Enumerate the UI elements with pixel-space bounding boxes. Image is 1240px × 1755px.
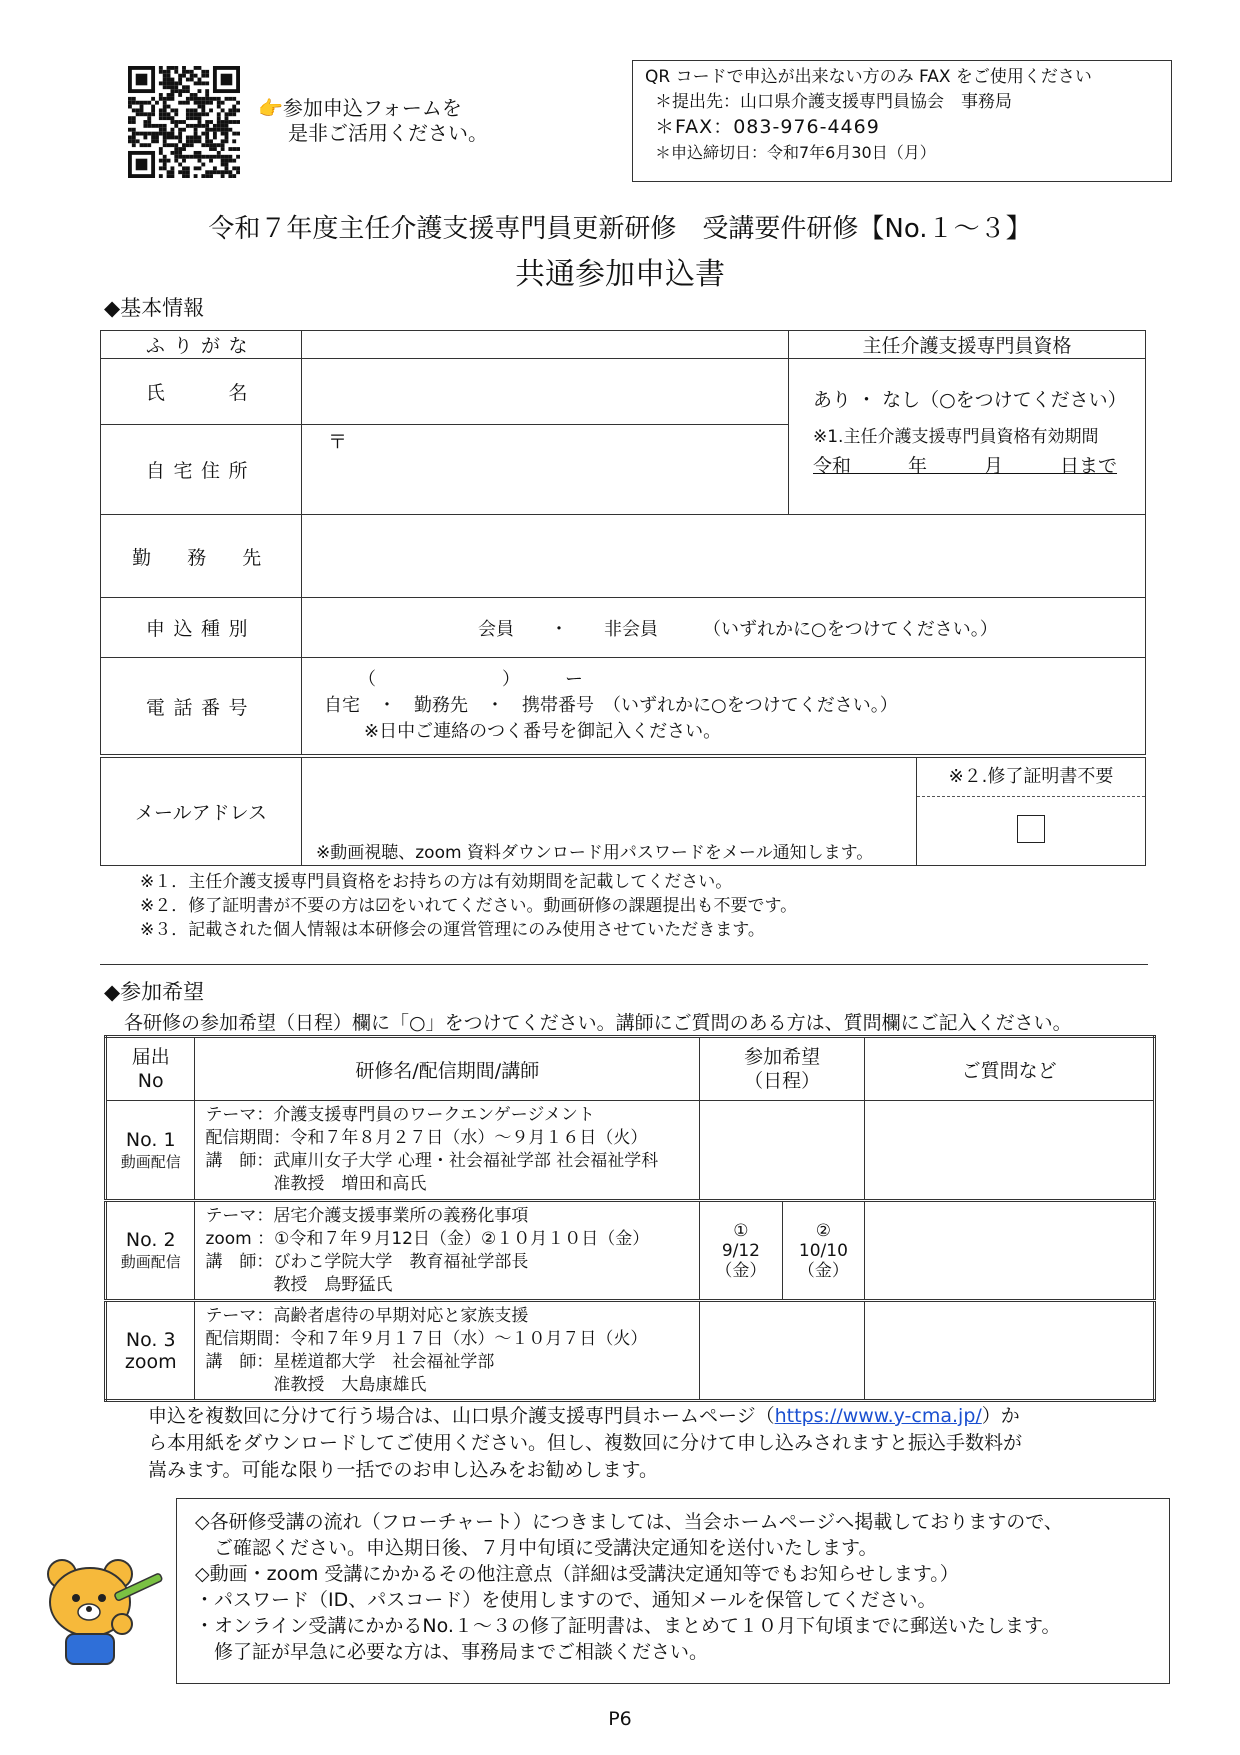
notice-box bbox=[176, 1498, 1170, 1684]
row-question-field[interactable] bbox=[865, 1201, 1155, 1301]
participation-heading: ◆参加希望 bbox=[104, 980, 205, 1004]
row-period: 配信期間：令和７年９月１７日（水）～１０月７日（火） bbox=[205, 1328, 648, 1349]
row-details bbox=[195, 1101, 700, 1201]
header-questions: ご質問など bbox=[865, 1037, 1155, 1101]
certificate-cell bbox=[917, 758, 1146, 866]
option-weekday: （金） bbox=[797, 1260, 849, 1281]
qualification-choice[interactable]: あり ・ なし（○をつけてください） bbox=[813, 389, 1127, 411]
row-lecturer-name: 准教授 大島康雄氏 bbox=[205, 1374, 427, 1395]
notice-line: ◇各研修受講の流れ（フローチャート）につきましては、当会ホームページへ掲載しておりますので、 bbox=[195, 1511, 1063, 1533]
row-no: No. 3 bbox=[125, 1328, 176, 1351]
header-training-name: 研修名/配信期間/講師 bbox=[195, 1037, 700, 1101]
row-lecturer-name: 准教授 増田和高氏 bbox=[205, 1174, 427, 1194]
bear-mascot-icon bbox=[36, 1554, 176, 1674]
table-row bbox=[106, 1101, 1155, 1201]
note-text: 嵩みます。可能な限り一括でのお申し込みをお勧めします。 bbox=[148, 1459, 658, 1481]
email-note: ※動画視聴、zoom 資料ダウンロード用パスワードをメール通知します。 bbox=[316, 843, 874, 863]
address-label: 自宅住所 bbox=[101, 425, 302, 515]
table-row bbox=[106, 1201, 1155, 1301]
workplace-label: 勤 務 先 bbox=[101, 515, 302, 598]
header-no: 届出 No bbox=[106, 1037, 195, 1101]
participation-table bbox=[104, 1035, 1156, 1402]
qr-code-graphic bbox=[128, 66, 240, 178]
row-no-cell bbox=[106, 1101, 195, 1201]
qualification-note: ※1.主任介護支援専門員資格有効期間 bbox=[813, 427, 1099, 447]
option-date: 9/12 bbox=[721, 1240, 760, 1261]
notes bbox=[140, 870, 797, 942]
multi-application-note bbox=[148, 1403, 1128, 1484]
row-question-field[interactable] bbox=[865, 1101, 1155, 1201]
qualification-cell bbox=[789, 359, 1146, 515]
page-number: P6 bbox=[608, 1708, 632, 1730]
row-wish-field[interactable] bbox=[700, 1301, 865, 1401]
furigana-label: ふりがな bbox=[101, 331, 302, 359]
name-field[interactable] bbox=[302, 359, 789, 425]
notice-line: ・パスワード（ID、パスコード）を使用しますので、通知メールを保管してください。 bbox=[195, 1589, 937, 1611]
website-link[interactable]: https://www.y-cma.jp/ bbox=[774, 1405, 982, 1427]
row-period: 配信期間：令和７年８月２７日（水）～９月１６日（火） bbox=[205, 1128, 648, 1148]
qr-caption-line2: 是非ご活用ください。 bbox=[288, 121, 488, 145]
option-number: ① bbox=[733, 1220, 749, 1241]
row-details bbox=[195, 1301, 700, 1401]
row-theme: テーマ：介護支援専門員のワークエンゲージメント bbox=[205, 1105, 595, 1125]
row-theme: テーマ：高齢者虐待の早期対応と家族支援 bbox=[205, 1305, 529, 1326]
row-question-field[interactable] bbox=[865, 1301, 1155, 1401]
fax-note: QR コードで申込が出来ない方のみ FAX をご使用ください bbox=[645, 67, 1092, 87]
row-no: No. 1 bbox=[125, 1128, 176, 1151]
qr-caption-line1: 参加申込フォームを bbox=[282, 96, 462, 120]
email-label: メールアドレス bbox=[101, 758, 302, 866]
certificate-not-needed-checkbox[interactable] bbox=[1017, 815, 1045, 843]
fax-info-box bbox=[632, 60, 1172, 182]
notice-line: ご確認ください。申込期日後、７月中旬頃に受講決定通知を送付いたします。 bbox=[195, 1537, 878, 1559]
row-lecturer: 講 師：びわこ学院大学 教育福祉学部長 bbox=[205, 1251, 529, 1272]
fax-destination: ＊提出先：山口県介護支援専門員協会 事務局 bbox=[655, 92, 1012, 112]
row-wish-field[interactable] bbox=[700, 1101, 865, 1201]
note-text: ）か bbox=[981, 1405, 1020, 1427]
pointing-hand-icon: 👉 bbox=[258, 96, 283, 120]
notice-line: ・オンライン受講にかかるNo.１～３の修了証明書は、まとめて１０月下旬頃までに郵送いたします。 bbox=[195, 1615, 1061, 1637]
note-text: 申込を複数回に分けて行う場合は、山口県介護支援専門員ホームページ（ bbox=[148, 1405, 775, 1427]
row-delivery: zoom bbox=[124, 1350, 177, 1373]
qr-code[interactable] bbox=[128, 66, 240, 178]
notice-line: 修了証が早急に必要な方は、事務局までご相談ください。 bbox=[195, 1641, 709, 1663]
basic-info-table bbox=[100, 330, 1146, 755]
row-period: zoom ：①令和７年９月12日（金）②１０月１０日（金） bbox=[205, 1228, 650, 1249]
phone-number-line[interactable]: （ ） ー bbox=[358, 669, 583, 690]
row-lecturer-name: 教授 鳥野猛氏 bbox=[205, 1274, 393, 1295]
fax-deadline: ＊申込締切日：令和7年6月30日（月） bbox=[655, 143, 936, 162]
qualification-header: 主任介護支援専門員資格 bbox=[789, 331, 1146, 359]
row-lecturer: 講 師：星槎道都大学 社会福祉学部 bbox=[205, 1351, 495, 1372]
note-text: ら本用紙をダウンロードしてご使用ください。但し、複数回に分けて申し込みされますと振込手数料が bbox=[148, 1432, 1023, 1454]
qualification-date-field[interactable]: 令和 年 月 日まで bbox=[813, 455, 1118, 477]
option-date: 10/10 bbox=[798, 1240, 848, 1261]
option-number: ② bbox=[815, 1220, 832, 1241]
title-line2: 共通参加申込書 bbox=[515, 257, 725, 292]
row-lecturer: 講 師：武庫川女子大学 心理・社会福祉学部 社会福祉学科 bbox=[205, 1151, 659, 1171]
certificate-not-needed-label: ※２.修了証明書不要 bbox=[917, 758, 1145, 797]
row-theme: テーマ：居宅介護支援事業所の義務化事項 bbox=[205, 1205, 529, 1226]
row-delivery: 動画配信 bbox=[120, 1152, 181, 1171]
row-no-cell bbox=[106, 1301, 195, 1401]
furigana-field[interactable] bbox=[302, 331, 789, 359]
title-line1: 令和７年度主任介護支援専門員更新研修 受講要件研修【No.１～３】 bbox=[208, 214, 1032, 244]
qr-caption bbox=[258, 96, 488, 146]
application-type-options[interactable]: 会員 ・ 非会員 （いずれかに○をつけてください。） bbox=[478, 618, 998, 640]
fax-number: ＊FAX：083-976-4469 bbox=[655, 116, 880, 138]
option-weekday: （金） bbox=[715, 1260, 767, 1281]
note-2: ※２．修了証明書が不要の方は☑をいれてください。動画研修の課題提出も不要です。 bbox=[140, 896, 798, 916]
phone-note: ※日中ご連絡のつく番号を御記入ください。 bbox=[364, 721, 722, 742]
participation-instruction: 各研修の参加希望（日程）欄に「○」をつけてください。講師にご質問のある方は、質問欄にご記入ください。 bbox=[124, 1012, 1072, 1034]
phone-label: 電話番号 bbox=[101, 658, 302, 755]
application-type-field[interactable] bbox=[302, 598, 1146, 658]
phone-type-options[interactable]: 自宅 ・ 勤務先 ・ 携帯番号 （いずれかに○をつけてください。） bbox=[324, 695, 898, 716]
row-no-cell bbox=[106, 1201, 195, 1301]
page-title bbox=[0, 208, 1240, 293]
bear-mascot-graphic bbox=[36, 1554, 176, 1674]
postal-mark: 〒 bbox=[328, 431, 348, 453]
address-field[interactable] bbox=[302, 425, 789, 515]
row-no: No. 2 bbox=[125, 1229, 176, 1251]
section-divider bbox=[100, 964, 1148, 965]
note-1: ※１．主任介護支援専門員資格をお持ちの方は有効期間を記載してください。 bbox=[140, 872, 733, 892]
phone-field[interactable] bbox=[302, 658, 1146, 755]
basic-info-heading: ◆基本情報 bbox=[104, 296, 205, 320]
row-delivery: 動画配信 bbox=[120, 1253, 181, 1271]
table-row bbox=[106, 1301, 1155, 1401]
date-option-1[interactable] bbox=[700, 1201, 783, 1301]
row-details bbox=[195, 1201, 700, 1301]
application-type-label: 申込種別 bbox=[101, 598, 302, 658]
date-option-2[interactable] bbox=[782, 1201, 865, 1301]
workplace-field[interactable] bbox=[302, 515, 1146, 598]
email-table bbox=[100, 757, 1146, 866]
note-3: ※３．記載された個人情報は本研修会の運営管理にのみ使用させていただきます。 bbox=[140, 920, 765, 940]
notice-line: ◇動画・zoom 受講にかかるその他注意点（詳細は受講決定通知等でもお知らせします。） bbox=[195, 1563, 959, 1585]
name-label: 氏 名 bbox=[101, 359, 302, 425]
header-participation-wish: 参加希望 （日程） bbox=[700, 1037, 865, 1101]
email-field[interactable] bbox=[302, 758, 917, 866]
